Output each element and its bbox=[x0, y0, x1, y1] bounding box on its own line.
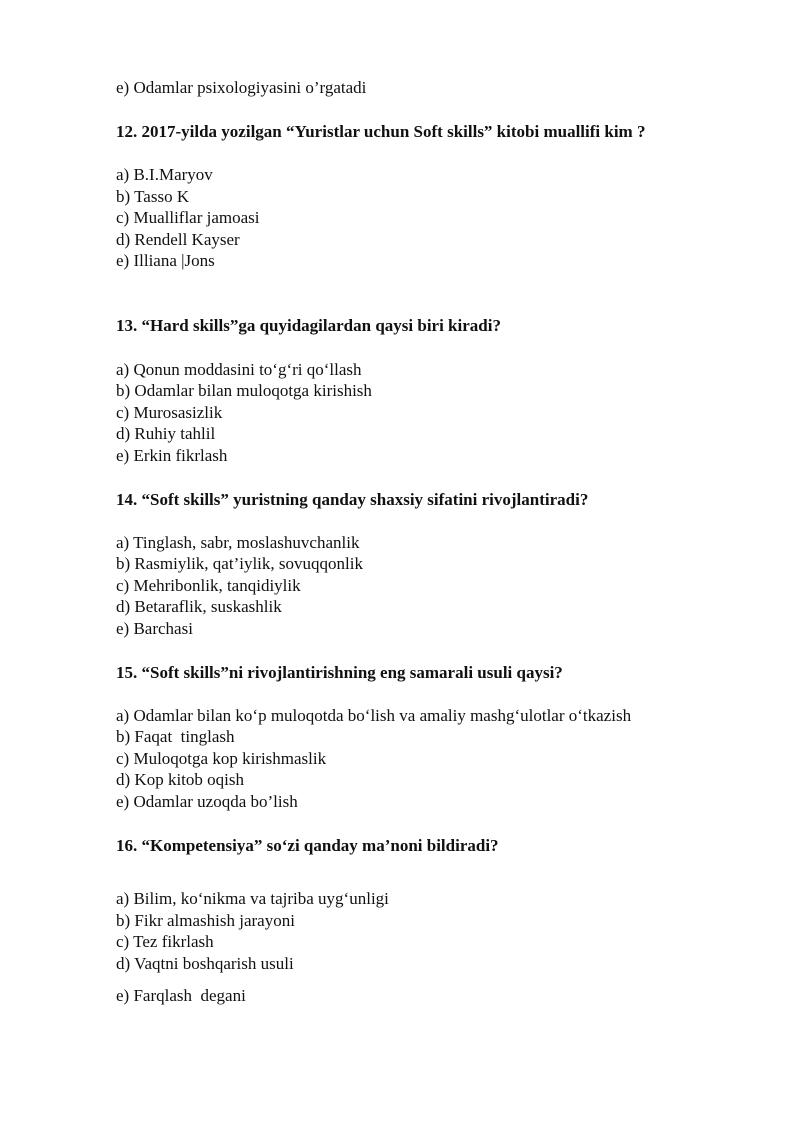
option-e-q15: e) Odamlar uzoqda bo’lish bbox=[116, 792, 298, 811]
option-a-q14: a) Tinglash, sabr, moslashuvchanlik bbox=[116, 533, 360, 552]
option-d-q16: d) Vaqtni boshqarish usuli bbox=[116, 954, 294, 973]
option-d-q14: d) Betaraflik, suskashlik bbox=[116, 597, 282, 616]
option-b-q15: b) Faqat tinglash bbox=[116, 727, 235, 746]
option-d-q13: d) Ruhiy tahlil bbox=[116, 424, 216, 443]
question-14-title: 14. “Soft skills” yuristning qanday shaxsiy sifatini rivojlantiradi? bbox=[116, 490, 589, 509]
option-c-q16: c) Tez fikrlash bbox=[116, 932, 214, 951]
option-a-q12: a) B.I.Maryov bbox=[116, 165, 213, 184]
option-e-q14: e) Barchasi bbox=[116, 619, 193, 638]
option-e-q12: e) Illiana |Jons bbox=[116, 251, 215, 270]
question-16-title: 16. “Kompetensiya” so‘zi qanday ma’noni bildiradi? bbox=[116, 836, 499, 855]
option-b-q16: b) Fikr almashish jarayoni bbox=[116, 911, 295, 930]
option-d-q12: d) Rendell Kayser bbox=[116, 230, 240, 249]
option-a-q13: a) Qonun moddasini to‘g‘ri qo‘llash bbox=[116, 360, 362, 379]
option-a-q16: a) Bilim, ko‘nikma va tajriba uyg‘unligi bbox=[116, 889, 389, 908]
option-e-q16: e) Farqlash degani bbox=[116, 986, 246, 1005]
option-d-q15: d) Kop kitob oqish bbox=[116, 770, 244, 789]
option-c-q15: c) Muloqotga kop kirishmaslik bbox=[116, 749, 327, 768]
option-c-q13: c) Murosasizlik bbox=[116, 403, 223, 422]
option-c-q12: c) Mualliflar jamoasi bbox=[116, 208, 260, 227]
option-b-q12: b) Tasso K bbox=[116, 187, 190, 206]
question-15-title: 15. “Soft skills”ni rivojlantirishning eng samarali usuli qaysi? bbox=[116, 663, 563, 682]
question-13-title: 13. “Hard skills”ga quyidagilardan qaysi biri kiradi? bbox=[116, 316, 501, 335]
option-a-q15: a) Odamlar bilan ko‘p muloqotda bo‘lish va amaliy mashg‘ulotlar o‘tkazish bbox=[116, 706, 632, 725]
option-b-q13: b) Odamlar bilan muloqotga kirishish bbox=[116, 381, 372, 400]
option-c-q14: c) Mehribonlik, tanqidiylik bbox=[116, 576, 301, 595]
option-b-q14: b) Rasmiylik, qat’iylik, sovuqqonlik bbox=[116, 554, 363, 573]
option-e-q13: e) Erkin fikrlash bbox=[116, 446, 228, 465]
question-12-title: 12. 2017-yilda yozilgan “Yuristlar uchun Soft skills” kitobi muallifi kim ? bbox=[116, 122, 646, 141]
option-e-q11: e) Odamlar psixologiyasini o’rgatadi bbox=[116, 78, 367, 97]
